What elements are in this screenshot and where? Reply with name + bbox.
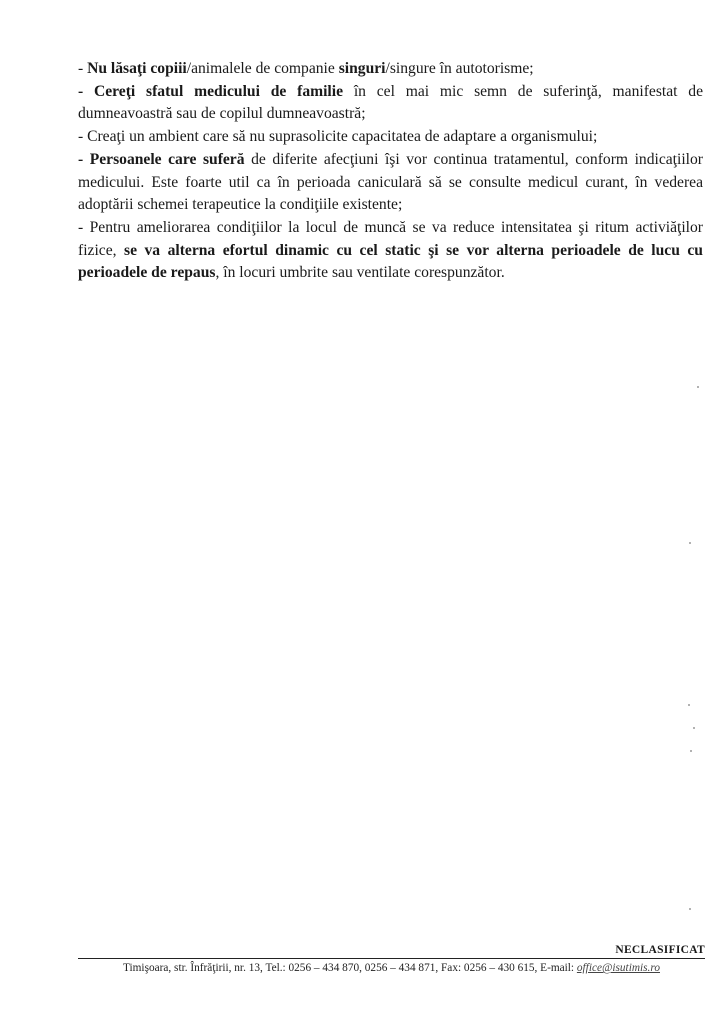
paragraph [78,217,703,285]
paragraph [78,126,703,149]
bold-text-run: se va alterna efortul dinamic cu cel static şi se vor alterna perioadele de lucu cu perioadele de repaus [78,241,703,282]
bold-text-run: - Persoanele care suferă [78,150,245,168]
scan-speck [697,386,699,388]
page-footer [78,944,705,975]
scan-speck [690,750,692,752]
footer-divider [78,958,705,959]
classification-label: NECLASIFICAT [615,944,705,956]
paragraph-list [78,58,703,285]
text-run: de diferite afecţiuni îşi vor continua tratamentul, conform indicaţiilor medicului. Este foarte util ca în perioada caniculară să se consulte medicul curant, în vederea adoptării schemei terapeutice la condiţiile existente; [78,150,703,214]
bold-text-run: - Cereţi sfatul medicului de familie [78,82,344,100]
scan-speck [693,727,695,729]
paragraph [78,58,703,81]
text-run: , în locuri umbrite sau ventilate corespunzător. [215,264,505,282]
paragraph [78,149,703,217]
scan-speck [689,542,691,544]
footer-email-link[interactable]: office@isutimis.ro [576,962,660,974]
scan-speck [689,908,691,910]
footer-address-text: Timişoara, str. Înfrăţirii, nr. 13, Tel.: 0256 – 434 870, 0256 – 434 871, Fax: 0256 – 430 615, E-mail: [123,962,577,974]
document-body [78,58,703,285]
text-run: - [78,60,88,77]
paragraph [78,81,703,126]
bold-text-run: singuri [338,60,386,77]
text-run: /animalele de companie [186,60,339,77]
bold-text-run: Nu lăsaţi copiii [87,60,187,77]
footer-address [78,961,705,975]
text-run: - Creaţi un ambient care să nu suprasolicite capacitatea de adaptare a organismului; [78,128,598,146]
text-run: - Pentru ameliorarea condiţiilor la locul de muncă se va reduce intensitatea şi ritum activiăţilor fizice, [78,218,703,259]
scan-speck [688,704,690,706]
text-run: /singure în autotorisme; [385,60,534,77]
text-run: în cel mai mic semn de suferinţă, manifestat de dumneavoastră sau de copilul dumneavoastră; [78,82,703,123]
